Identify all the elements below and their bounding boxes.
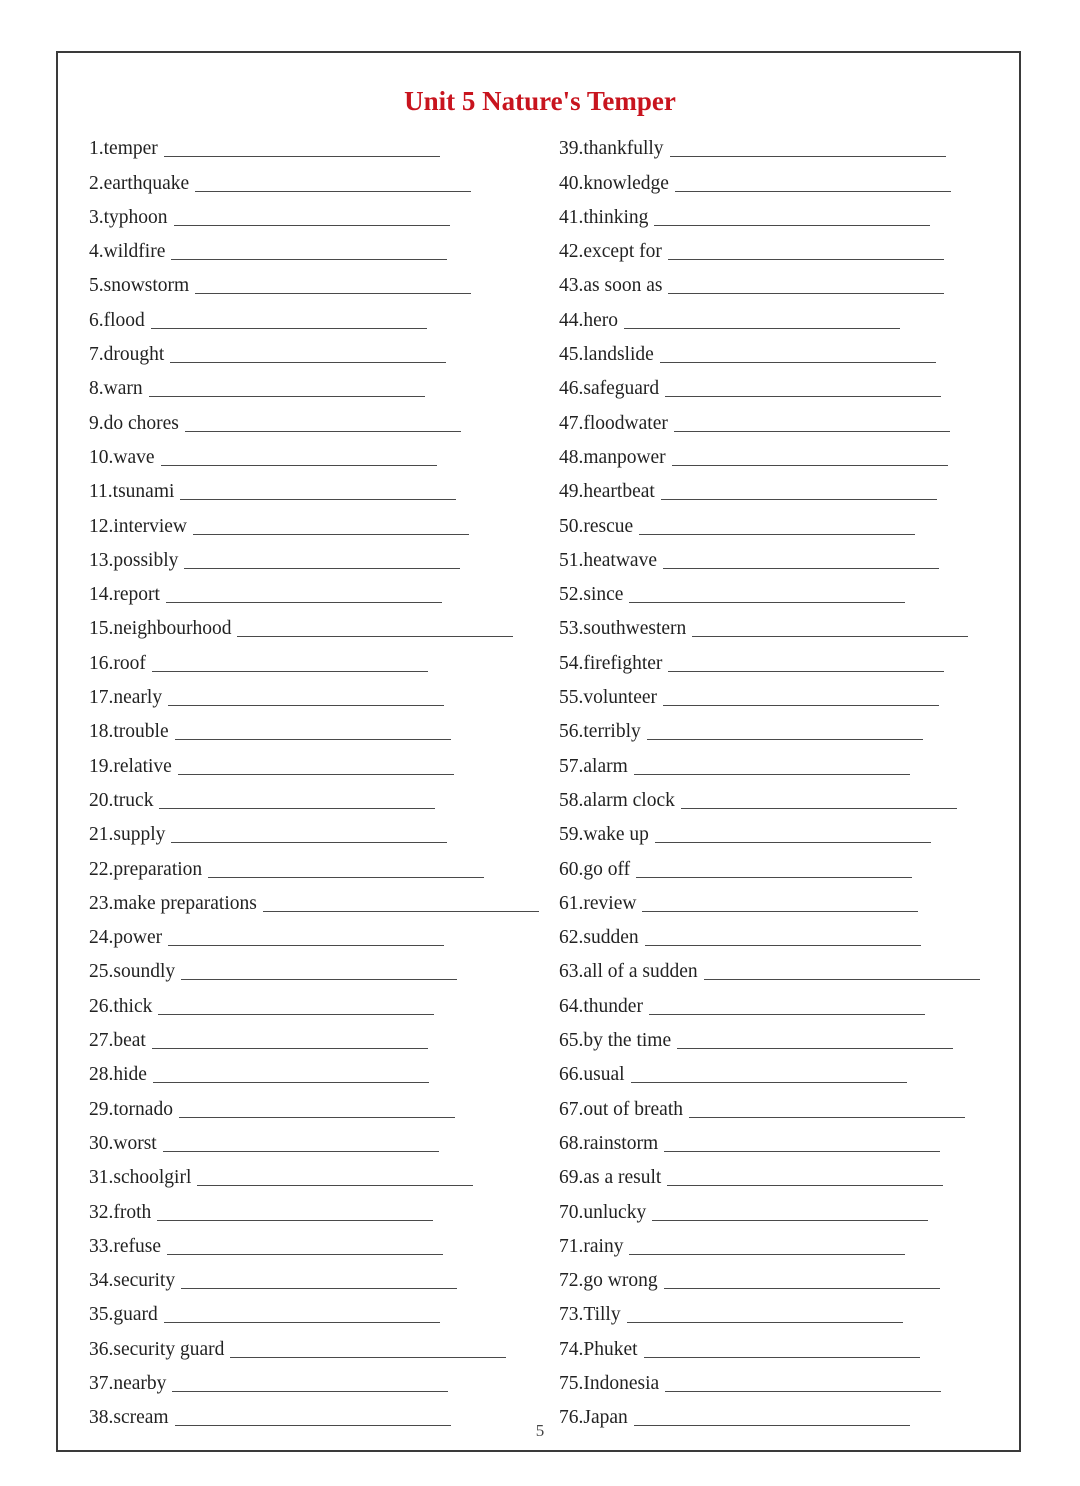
answer-blank-line[interactable] [639, 534, 915, 535]
answer-blank-line[interactable] [647, 739, 923, 740]
answer-blank-line[interactable] [157, 1220, 433, 1221]
vocab-word: 75.Indonesia [559, 1372, 660, 1394]
answer-blank-line[interactable] [634, 774, 910, 775]
vocab-item [559, 1361, 1029, 1395]
vocab-item [559, 846, 1029, 880]
answer-blank-line[interactable] [661, 499, 937, 500]
answer-blank-line[interactable] [158, 1014, 434, 1015]
vocab-word: 45.landslide [559, 344, 654, 366]
vocab-item [559, 435, 1029, 469]
vocab-word: 69.as a result [559, 1167, 662, 1189]
vocab-item [89, 949, 559, 983]
answer-blank-line[interactable] [170, 362, 446, 363]
vocab-item [559, 400, 1029, 434]
answer-blank-line[interactable] [627, 1322, 903, 1323]
vocab-word: 35.guard [89, 1304, 158, 1326]
answer-blank-line[interactable] [195, 293, 471, 294]
vocab-word: 22.preparation [89, 858, 203, 880]
vocab-word: 32.froth [89, 1201, 152, 1223]
answer-blank-line[interactable] [168, 705, 444, 706]
vocab-word: 57.alarm [559, 755, 628, 777]
vocab-item [559, 640, 1029, 674]
vocab-word: 27.beat [89, 1030, 146, 1052]
vocab-word: 10.wave [89, 446, 155, 468]
vocab-word: 44.hero [559, 309, 619, 331]
vocab-word: 56.terribly [559, 721, 641, 743]
vocab-column-right [559, 126, 1029, 1429]
vocab-item [89, 400, 559, 434]
vocab-word: 4.wildfire [89, 241, 166, 263]
answer-blank-line[interactable] [668, 293, 944, 294]
vocab-word: 67.out of breath [559, 1098, 684, 1120]
answer-blank-line[interactable] [152, 671, 428, 672]
vocab-item [559, 229, 1029, 263]
vocab-column-left [89, 126, 559, 1429]
vocab-item [559, 366, 1029, 400]
vocab-word: 9.do chores [89, 412, 179, 434]
vocab-word: 42.except for [559, 241, 662, 263]
vocab-word: 47.floodwater [559, 412, 668, 434]
vocab-item [89, 263, 559, 297]
vocab-item [559, 263, 1029, 297]
vocab-item [89, 126, 559, 160]
vocab-item [559, 812, 1029, 846]
answer-blank-line[interactable] [660, 362, 936, 363]
answer-blank-line[interactable] [164, 156, 440, 157]
answer-blank-line[interactable] [208, 877, 484, 878]
vocab-item [89, 366, 559, 400]
vocab-item [89, 846, 559, 880]
vocab-item [89, 1086, 559, 1120]
vocab-item [559, 297, 1029, 331]
answer-blank-line[interactable] [152, 1048, 428, 1049]
answer-blank-line[interactable] [624, 328, 900, 329]
vocab-item [89, 778, 559, 812]
vocab-word: 59.wake up [559, 824, 649, 846]
vocab-item [559, 1292, 1029, 1326]
answer-blank-line[interactable] [667, 1185, 943, 1186]
vocab-word: 23.make preparations [89, 892, 257, 914]
vocab-word: 15.neighbourhood [89, 618, 232, 640]
vocab-item [89, 503, 559, 537]
answer-blank-line[interactable] [161, 465, 437, 466]
answer-blank-line[interactable] [197, 1185, 473, 1186]
vocab-word: 19.relative [89, 755, 172, 777]
vocab-word: 17.nearly [89, 687, 163, 709]
answer-blank-line[interactable] [636, 877, 912, 878]
vocab-item [89, 983, 559, 1017]
vocab-item [559, 743, 1029, 777]
answer-blank-line[interactable] [181, 979, 457, 980]
vocab-word: 11.tsunami [89, 481, 175, 503]
answer-blank-line[interactable] [151, 328, 427, 329]
vocab-item [89, 435, 559, 469]
vocab-word: 48.manpower [559, 446, 666, 468]
answer-blank-line[interactable] [159, 808, 435, 809]
vocab-item [89, 675, 559, 709]
vocab-word: 70.unlucky [559, 1201, 647, 1223]
answer-blank-line[interactable] [674, 431, 950, 432]
vocab-item [89, 881, 559, 915]
answer-blank-line[interactable] [172, 1391, 448, 1392]
answer-blank-line[interactable] [629, 602, 905, 603]
answer-blank-line[interactable] [171, 842, 447, 843]
vocab-word: 25.soundly [89, 961, 176, 983]
answer-blank-line[interactable] [649, 1014, 925, 1015]
vocab-word: 65.by the time [559, 1030, 672, 1052]
answer-blank-line[interactable] [195, 191, 471, 192]
vocab-word: 36.security guard [89, 1338, 225, 1360]
answer-blank-line[interactable] [668, 671, 944, 672]
vocab-word: 20.truck [89, 789, 154, 811]
vocab-word: 8.warn [89, 378, 143, 400]
answer-blank-line[interactable] [164, 1322, 440, 1323]
vocab-item [559, 675, 1029, 709]
answer-blank-line[interactable] [153, 1082, 429, 1083]
vocab-word: 54.firefighter [559, 652, 663, 674]
answer-blank-line[interactable] [645, 945, 921, 946]
vocab-item [89, 469, 559, 503]
vocab-item [89, 812, 559, 846]
vocab-word: 72.go wrong [559, 1270, 658, 1292]
vocab-word: 50.rescue [559, 515, 634, 537]
vocab-word: 71.rainy [559, 1235, 624, 1257]
answer-blank-line[interactable] [663, 705, 939, 706]
vocab-item [89, 572, 559, 606]
answer-blank-line[interactable] [665, 396, 941, 397]
answer-blank-line[interactable] [629, 1254, 905, 1255]
vocab-item [89, 1224, 559, 1258]
vocab-word: 55.volunteer [559, 687, 658, 709]
vocab-item [559, 915, 1029, 949]
vocab-item [559, 572, 1029, 606]
vocab-word: 64.thunder [559, 995, 643, 1017]
vocab-item [89, 1121, 559, 1155]
vocab-word: 3.typhoon [89, 206, 168, 228]
vocab-item [559, 1018, 1029, 1052]
vocab-word: 1.temper [89, 138, 158, 160]
vocab-word: 53.southwestern [559, 618, 687, 640]
worksheet-title: Unit 5 Nature's Temper [404, 86, 676, 116]
answer-blank-line[interactable] [692, 636, 968, 637]
vocab-item [89, 538, 559, 572]
answer-blank-line[interactable] [179, 1117, 455, 1118]
vocab-item [559, 1121, 1029, 1155]
vocab-item [559, 503, 1029, 537]
vocab-word: 38.scream [89, 1407, 169, 1429]
answer-blank-line[interactable] [230, 1357, 506, 1358]
vocab-item [89, 1018, 559, 1052]
vocab-item [559, 606, 1029, 640]
vocab-word: 14.report [89, 584, 160, 606]
vocab-word: 49.heartbeat [559, 481, 655, 503]
vocab-item [559, 469, 1029, 503]
vocab-word: 29.tornado [89, 1098, 173, 1120]
vocab-item [559, 195, 1029, 229]
answer-blank-line[interactable] [672, 465, 948, 466]
answer-blank-line[interactable] [168, 945, 444, 946]
vocab-item [559, 1326, 1029, 1360]
vocab-item [89, 297, 559, 331]
vocab-word: 21.supply [89, 824, 166, 846]
vocab-item [559, 1224, 1029, 1258]
answer-blank-line[interactable] [237, 636, 513, 637]
answer-blank-line[interactable] [171, 259, 447, 260]
vocab-item [559, 949, 1029, 983]
vocab-word: 76.Japan [559, 1407, 628, 1429]
answer-blank-line[interactable] [668, 259, 944, 260]
vocab-word: 66.usual [559, 1064, 625, 1086]
vocab-word: 5.snowstorm [89, 275, 190, 297]
vocab-item [89, 229, 559, 263]
answer-blank-line[interactable] [174, 225, 450, 226]
vocab-word: 12.interview [89, 515, 188, 537]
answer-blank-line[interactable] [652, 1220, 928, 1221]
answer-blank-line[interactable] [193, 534, 469, 535]
answer-blank-line[interactable] [175, 739, 451, 740]
vocab-word: 62.sudden [559, 927, 639, 949]
vocab-word: 60.go off [559, 858, 631, 880]
vocab-item [89, 195, 559, 229]
vocab-item [89, 1155, 559, 1189]
vocab-item [89, 743, 559, 777]
vocab-word: 34.security [89, 1270, 176, 1292]
answer-blank-line[interactable] [166, 602, 442, 603]
vocab-item [559, 709, 1029, 743]
answer-blank-line[interactable] [704, 979, 980, 980]
answer-blank-line[interactable] [167, 1254, 443, 1255]
vocab-word: 63.all of a sudden [559, 961, 698, 983]
vocab-item [89, 1361, 559, 1395]
vocab-item [559, 332, 1029, 366]
vocab-word: 73.Tilly [559, 1304, 621, 1326]
vocab-word: 33.refuse [89, 1235, 162, 1257]
vocab-item [89, 640, 559, 674]
vocab-word: 41.thinking [559, 206, 649, 228]
answer-blank-line[interactable] [675, 191, 951, 192]
vocab-item [559, 778, 1029, 812]
answer-blank-line[interactable] [670, 156, 946, 157]
vocab-word: 24.power [89, 927, 163, 949]
vocab-item [559, 1258, 1029, 1292]
vocab-item [559, 1189, 1029, 1223]
vocab-item [559, 160, 1029, 194]
answer-blank-line[interactable] [689, 1117, 965, 1118]
vocab-word: 61.review [559, 892, 637, 914]
answer-blank-line[interactable] [664, 1288, 940, 1289]
vocab-word: 52.since [559, 584, 624, 606]
vocab-item [559, 1155, 1029, 1189]
answer-blank-line[interactable] [163, 1151, 439, 1152]
vocab-item [89, 1052, 559, 1086]
answer-blank-line[interactable] [677, 1048, 953, 1049]
vocab-item [559, 1086, 1029, 1120]
vocab-word: 26.thick [89, 995, 153, 1017]
page-number: 5 [535, 1421, 545, 1440]
vocab-item [89, 606, 559, 640]
vocab-item [89, 1326, 559, 1360]
vocab-item [89, 709, 559, 743]
vocab-word: 2.earthquake [89, 172, 190, 194]
answer-blank-line[interactable] [263, 911, 539, 912]
vocab-word: 51.heatwave [559, 549, 657, 571]
answer-blank-line[interactable] [664, 1151, 940, 1152]
answer-blank-line[interactable] [655, 842, 931, 843]
vocab-word: 40.knowledge [559, 172, 669, 194]
vocab-word: 39.thankfully [559, 138, 664, 160]
vocab-word: 30.worst [89, 1132, 157, 1154]
vocab-item [559, 983, 1029, 1017]
answer-blank-line[interactable] [663, 568, 939, 569]
vocab-item [89, 915, 559, 949]
answer-blank-line[interactable] [180, 499, 456, 500]
answer-blank-line[interactable] [184, 568, 460, 569]
answer-blank-line[interactable] [631, 1082, 907, 1083]
answer-blank-line[interactable] [178, 774, 454, 775]
vocab-item [89, 1258, 559, 1292]
vocab-word: 31.schoolgirl [89, 1167, 192, 1189]
vocab-word: 6.flood [89, 309, 145, 331]
answer-blank-line[interactable] [185, 431, 461, 432]
vocab-word: 74.Phuket [559, 1338, 638, 1360]
vocab-item [89, 1292, 559, 1326]
vocab-item [559, 538, 1029, 572]
vocab-word: 28.hide [89, 1064, 147, 1086]
vocab-word: 13.possibly [89, 549, 179, 571]
answer-blank-line[interactable] [654, 225, 930, 226]
vocab-item [89, 1189, 559, 1223]
vocab-word: 16.roof [89, 652, 146, 674]
vocab-item [89, 332, 559, 366]
vocab-word: 7.drought [89, 344, 165, 366]
vocab-word: 18.trouble [89, 721, 169, 743]
vocab-word: 37.nearby [89, 1372, 167, 1394]
vocab-word: 58.alarm clock [559, 789, 675, 811]
answer-blank-line[interactable] [149, 396, 425, 397]
vocab-item [89, 160, 559, 194]
answer-blank-line[interactable] [665, 1391, 941, 1392]
vocab-item [559, 881, 1029, 915]
vocab-item [559, 126, 1029, 160]
vocab-word: 43.as soon as [559, 275, 663, 297]
answer-blank-line[interactable] [681, 808, 957, 809]
answer-blank-line[interactable] [642, 911, 918, 912]
answer-blank-line[interactable] [644, 1357, 920, 1358]
answer-blank-line[interactable] [181, 1288, 457, 1289]
vocab-item [559, 1052, 1029, 1086]
vocab-word: 68.rainstorm [559, 1132, 659, 1154]
vocab-word: 46.safeguard [559, 378, 660, 400]
